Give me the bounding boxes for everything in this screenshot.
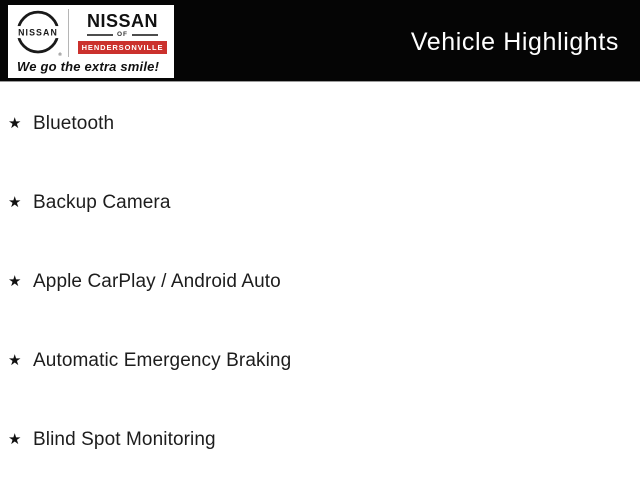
logo-divider	[68, 9, 69, 57]
star-icon: ★	[8, 430, 22, 448]
feature-label: Blind Spot Monitoring	[33, 428, 216, 450]
feature-label: Backup Camera	[33, 191, 171, 213]
star-icon: ★	[8, 272, 22, 290]
feature-item	[0, 242, 640, 321]
dealer-name-of-row	[87, 32, 158, 39]
header-bar	[0, 0, 640, 82]
nissan-badge-wordmark: NISSAN	[18, 27, 58, 38]
feature-label: Apple CarPlay / Android Auto	[33, 270, 281, 292]
dealer-tagline: We go the extra smile!	[17, 59, 160, 74]
star-icon: ★	[8, 351, 22, 369]
feature-item	[0, 84, 640, 163]
dash-left	[87, 34, 113, 36]
feature-item	[0, 400, 640, 479]
star-icon: ★	[8, 114, 22, 132]
feature-label: Automatic Emergency Braking	[33, 349, 292, 371]
page-title: Vehicle Highlights	[410, 28, 619, 56]
feature-label: Bluetooth	[33, 112, 115, 134]
nissan-badge-icon	[10, 8, 66, 58]
dealer-logo-top	[8, 5, 174, 59]
dash-right	[132, 34, 158, 36]
feature-list	[0, 82, 640, 479]
dealer-name-block	[75, 12, 170, 54]
dealer-name-of-label: OF	[116, 31, 129, 38]
dealer-name-city-banner: HENDERSONVILLE	[78, 41, 168, 55]
registered-trademark: ®	[58, 52, 62, 58]
dealer-logo	[8, 5, 174, 78]
star-icon: ★	[8, 193, 22, 211]
dealer-name-nissan: NISSAN	[86, 11, 158, 31]
feature-item	[0, 321, 640, 400]
feature-item	[0, 163, 640, 242]
